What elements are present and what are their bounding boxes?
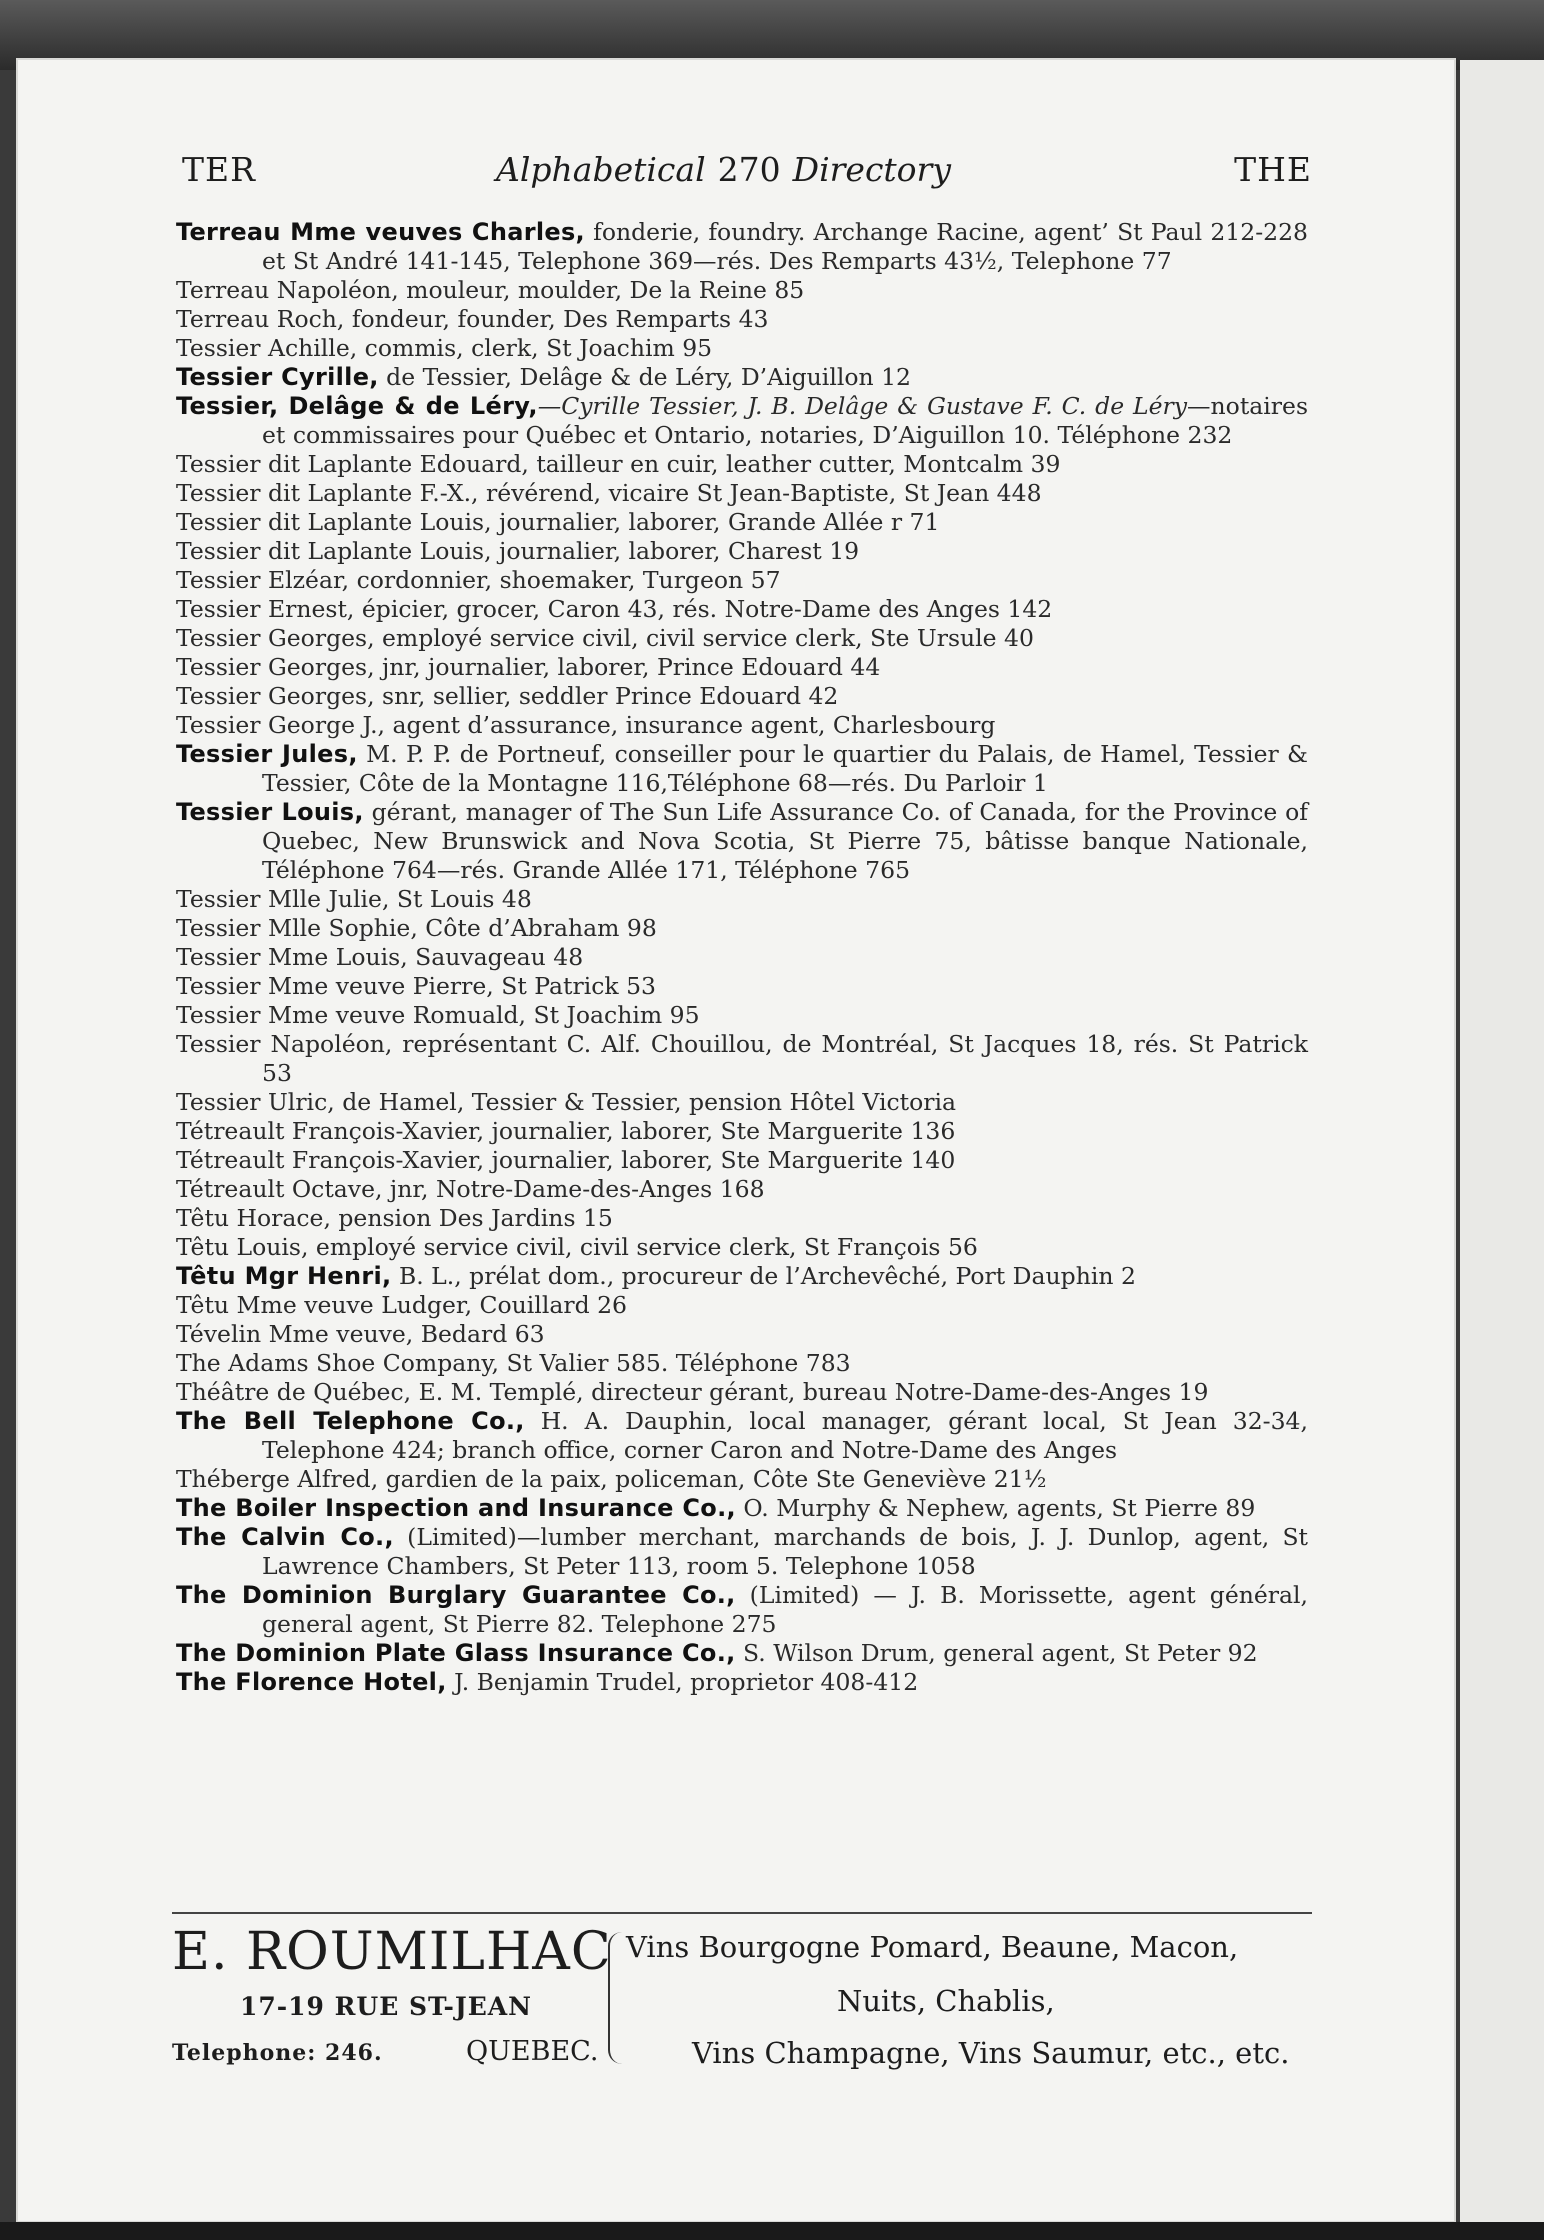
directory-entry	[176, 1523, 1308, 1581]
ad-telephone: Telephone: 246.	[172, 2040, 383, 2066]
entry-partners: —Cyrille Tessier, J. B. Delâge & Gustave F. C. de Léry	[537, 392, 1188, 420]
entry-name: Tessier Georges,	[176, 624, 375, 652]
header-title	[496, 150, 951, 189]
entry-details: St Patrick 53	[493, 972, 656, 1000]
entry-name: Tétreault François-Xavier,	[176, 1117, 485, 1145]
entry-name: The Bell Telephone Co.,	[176, 1407, 525, 1435]
ad-brace	[608, 1932, 624, 2064]
entry-name: The Dominion Burglary Guarantee Co.,	[176, 1581, 736, 1609]
entry-name: Tessier Mlle Julie,	[176, 885, 390, 913]
directory-entry	[176, 1465, 1308, 1494]
directory-entry	[176, 537, 1308, 566]
entry-details: journalier, laborer, Charest 19	[491, 537, 860, 565]
directory-entry	[176, 276, 1308, 305]
entry-name: Têtu Horace,	[176, 1204, 331, 1232]
directory-entry	[176, 624, 1308, 653]
entry-name: The Adams Shoe Company,	[176, 1349, 500, 1377]
entry-details: O. Murphy & Nephew, agents, St Pierre 89	[735, 1494, 1256, 1522]
entry-name: Tessier dit Laplante Edouard,	[176, 450, 529, 478]
directory-entry	[176, 1233, 1308, 1262]
entry-details: révérend, vicaire St Jean-Baptiste, St Jean 448	[478, 479, 1042, 507]
entry-name: Tessier George J.,	[176, 711, 386, 739]
directory-entry	[176, 653, 1308, 682]
directory-entry	[176, 1146, 1308, 1175]
entry-details: Notre-Dame-des-Anges 168	[428, 1175, 765, 1203]
directory-entry	[176, 1407, 1308, 1465]
entry-name: Tessier Georges, jnr,	[176, 653, 421, 681]
directory-entry	[176, 740, 1308, 798]
entry-name: Tétreault François-Xavier,	[176, 1146, 485, 1174]
facing-page-edge	[1460, 60, 1544, 2240]
entry-details: employé service civil, civil service clerk, St François 56	[308, 1233, 978, 1261]
ad-city: QUEBEC.	[466, 2036, 599, 2067]
entry-details: journalier, laborer, Ste Marguerite 140	[484, 1146, 956, 1174]
entry-details: commis, clerk, St Joachim 95	[357, 334, 713, 362]
entry-name: Tessier dit Laplante F.-X.,	[176, 479, 479, 507]
directory-entry	[176, 1117, 1308, 1146]
entry-details: —notaires et commissaires pour Québec et Ontario, notaries, D’Aiguillon 10. Téléphone 232	[262, 392, 1309, 449]
entry-name: Tessier dit Laplante Louis,	[176, 537, 492, 565]
entry-name: Tessier Georges, snr,	[176, 682, 426, 710]
entry-name: Tessier Napoléon,	[176, 1030, 393, 1058]
entry-details: épicier, grocer, Caron 43, rés. Notre-Dame des Anges 142	[354, 595, 1053, 623]
entry-details: cordonnier, shoemaker, Turgeon 57	[349, 566, 781, 594]
entry-details: Côte d’Abraham 98	[417, 914, 657, 942]
entry-name: The Calvin Co.,	[176, 1523, 394, 1551]
entry-details: H. A. Dauphin, local manager, gérant local, St Jean 32-34, Telephone 424; branch office, corner Caron and Notre-Dame des Anges	[262, 1407, 1308, 1464]
directory-entry	[176, 334, 1308, 363]
entry-name: Terreau Mme veuves Charles,	[176, 218, 585, 246]
entry-name: Théberge Alfred,	[176, 1465, 379, 1493]
directory-entry	[176, 1494, 1308, 1523]
entry-details: de Tessier, Delâge & de Léry, D’Aiguillon 12	[378, 363, 912, 391]
entry-name: Tessier Ernest,	[176, 595, 355, 623]
ad-address: 17-19 RUE ST-JEAN	[240, 1992, 533, 2021]
directory-entry	[176, 508, 1308, 537]
header-title-a: Alphabetical	[496, 150, 706, 189]
entry-details: Sauvageau 48	[407, 943, 584, 971]
entry-name: Théâtre de Québec,	[176, 1378, 412, 1406]
directory-entry	[176, 1291, 1308, 1320]
entry-name: The Florence Hotel,	[176, 1668, 447, 1696]
entry-name: Tessier Mme veuve Pierre,	[176, 972, 494, 1000]
entry-details: St Louis 48	[389, 885, 532, 913]
directory-entry	[176, 1001, 1308, 1030]
directory-entry	[176, 1030, 1308, 1088]
directory-entry	[176, 1378, 1308, 1407]
entry-details: journalier, laborer, Ste Marguerite 136	[484, 1117, 956, 1145]
entry-name: Tessier Mlle Sophie,	[176, 914, 418, 942]
directory-entry	[176, 885, 1308, 914]
entry-details: fonderie, foundry. Archange Racine, agent’ St Paul 212-228 et St André 141-145, Telephone 369—rés. Des Remparts 43½, Telephone 77	[262, 218, 1308, 275]
entry-details: journalier, laborer, Prince Edouard 44	[420, 653, 881, 681]
entry-details: M. P. P. de Portneuf, conseiller pour le quartier du Palais, de Hamel, Tessier & Tessier, Côte de la Montagne 116,Téléphone 68—rés. Du Parloir 1	[262, 740, 1308, 797]
directory-entry	[176, 798, 1308, 885]
entry-name: Têtu Mgr Henri,	[176, 1262, 392, 1290]
entry-details: gardien de la paix, policeman, Côte Ste Geneviève 21½	[378, 1465, 1047, 1493]
entry-name: Tétreault Octave, jnr,	[176, 1175, 429, 1203]
entry-details: St Valier 585. Téléphone 783	[499, 1349, 851, 1377]
directory-entry	[176, 1262, 1308, 1291]
directory-entry	[176, 682, 1308, 711]
entry-name: Tessier Achille,	[176, 334, 358, 362]
entry-details: journalier, laborer, Grande Allée r 71	[491, 508, 940, 536]
directory-entry	[176, 566, 1308, 595]
entry-name: Tessier Louis,	[176, 798, 364, 826]
entry-name: Tessier Mme veuve Romuald,	[176, 1001, 526, 1029]
entry-details: agent d’assurance, insurance agent, Charlesbourg	[385, 711, 996, 739]
entry-details: Couillard 26	[472, 1291, 627, 1319]
entry-name: Têtu Mme veuve Ludger,	[176, 1291, 473, 1319]
entry-name: Tessier dit Laplante Louis,	[176, 508, 492, 536]
entry-details: (Limited)—lumber merchant, marchands de bois, J. J. Dunlop, agent, St Lawrence Chambers, St Peter 113, room 5. Telephone 1058	[262, 1523, 1309, 1580]
directory-entry	[176, 1349, 1308, 1378]
directory-entry	[176, 1088, 1308, 1117]
header-right-key: THE	[1234, 150, 1312, 189]
entry-name: Tessier Elzéar,	[176, 566, 350, 594]
entry-details: de Hamel, Tessier & Tessier, pension Hôtel Victoria	[334, 1088, 957, 1116]
entry-details: J. Benjamin Trudel, proprietor 408-412	[446, 1668, 919, 1696]
directory-entry	[176, 218, 1308, 276]
entry-details: S. Wilson Drum, general agent, St Peter 92	[735, 1639, 1258, 1667]
entry-name: Tessier Mme Louis,	[176, 943, 408, 971]
directory-entry	[176, 1668, 1308, 1697]
entry-details: B. L., prélat dom., procureur de l’Archevêché, Port Dauphin 2	[391, 1262, 1136, 1290]
page-number: 270	[717, 150, 781, 189]
entry-name: Tessier Cyrille,	[176, 363, 379, 391]
entry-details: employé service civil, civil service clerk, Ste Ursule 40	[374, 624, 1034, 652]
entry-details: tailleur en cuir, leather cutter, Montcalm 39	[528, 450, 1061, 478]
directory-entry	[176, 1639, 1308, 1668]
advertisement	[172, 1922, 1312, 2082]
entry-name: Tessier Jules,	[176, 740, 358, 768]
directory-entry	[176, 479, 1308, 508]
entry-details: gérant, manager of The Sun Life Assurance Co. of Canada, for the Province of Quebec, New Brunswick and Nova Scotia, St Pierre 75, bâtisse banque Nationale, Téléphone 764—rés. Grande Allée 171, Téléphone 765	[262, 798, 1308, 884]
entry-details: (Limited) — J. B. Morissette, agent général, general agent, St Pierre 82. Telephone 275	[262, 1581, 1308, 1638]
entry-details: fondeur, founder, Des Remparts 43	[344, 305, 769, 333]
directory-entry	[176, 972, 1308, 1001]
entry-name: Tessier Ulric,	[176, 1088, 335, 1116]
entry-details: Bedard 63	[413, 1320, 545, 1348]
directory-entry	[176, 1204, 1308, 1233]
page-header	[182, 150, 1312, 200]
ad-wine-line-2: Nuits, Chablis,	[837, 1984, 1055, 2018]
directory-entry	[176, 392, 1308, 450]
entry-details: représentant C. Alf. Chouillou, de Montréal, St Jacques 18, rés. St Patrick 53	[262, 1030, 1308, 1087]
directory-entry	[176, 363, 1308, 392]
entry-name: Terreau Roch,	[176, 305, 345, 333]
directory-entries	[176, 218, 1308, 1697]
directory-entry	[176, 943, 1308, 972]
directory-entry	[176, 1175, 1308, 1204]
entry-details: St Joachim 95	[526, 1001, 700, 1029]
ad-divider	[172, 1912, 1312, 1914]
entry-name: The Boiler Inspection and Insurance Co.,	[176, 1494, 736, 1522]
ad-wine-line-3: Vins Champagne, Vins Saumur, etc., etc.	[692, 2036, 1290, 2070]
directory-entry	[176, 914, 1308, 943]
entry-name: The Dominion Plate Glass Insurance Co.,	[176, 1639, 736, 1667]
header-left-key: TER	[182, 150, 256, 189]
directory-entry	[176, 1320, 1308, 1349]
entry-details: mouleur, moulder, De la Reine 85	[398, 276, 805, 304]
header-title-b: Directory	[792, 150, 951, 189]
directory-entry	[176, 711, 1308, 740]
ad-wine-line-1: Vins Bourgogne Pomard, Beaune, Macon,	[626, 1930, 1239, 1964]
entry-name: Tévelin Mme veuve,	[176, 1320, 414, 1348]
directory-entry	[176, 305, 1308, 334]
directory-entry	[176, 1581, 1308, 1639]
directory-entry	[176, 450, 1308, 479]
scan-bottom-edge	[0, 2222, 1544, 2240]
entry-name: Tessier, Delâge & de Léry,	[176, 392, 538, 420]
entry-details: sellier, seddler Prince Edouard 42	[425, 682, 839, 710]
entry-details: pension Des Jardins 15	[330, 1204, 613, 1232]
entry-details: E. M. Templé, directeur gérant, bureau Notre-Dame-des-Anges 19	[411, 1378, 1209, 1406]
entry-name: Terreau Napoléon,	[176, 276, 399, 304]
directory-entry	[176, 595, 1308, 624]
entry-name: Têtu Louis,	[176, 1233, 309, 1261]
ad-brand: E. ROUMILHAC	[172, 1922, 612, 1982]
